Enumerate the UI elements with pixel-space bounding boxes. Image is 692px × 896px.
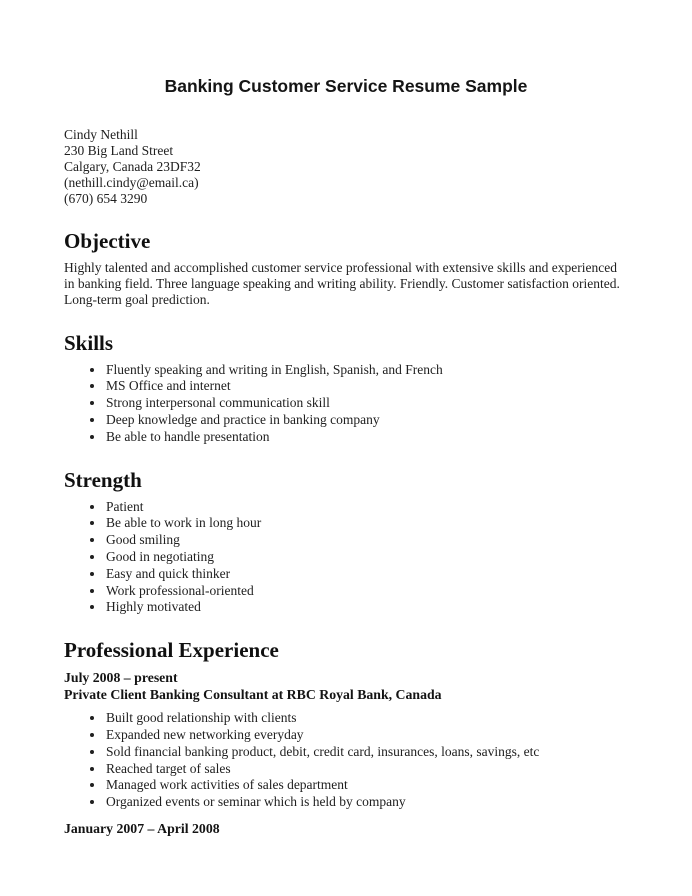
list-item: • Patient (105, 499, 628, 516)
objective-section (64, 229, 628, 309)
skills-list (64, 362, 628, 446)
objective-heading: Objective (64, 229, 151, 253)
skills-heading: Skills (64, 330, 114, 355)
strength-heading: Strength (64, 467, 142, 492)
list-item: • Built good relationship with clients (105, 710, 628, 727)
list-item: • Good in negotiating (105, 549, 628, 566)
contact-street: 230 Big Land Street (64, 143, 174, 158)
list-item: • Reached target of sales (105, 761, 628, 778)
contact-email: (nethill.cindy@email.ca) (64, 175, 199, 190)
job-dates: January 2007 – April 2008 (64, 820, 220, 836)
contact-phone: (670) 654 3290 (64, 191, 148, 206)
list-item: • Be able to work in long hour (105, 515, 628, 532)
experience-section (64, 638, 628, 837)
skills-section (64, 331, 628, 446)
experience-heading: Professional Experience (64, 638, 279, 663)
strength-list (64, 499, 628, 617)
list-item: • Deep knowledge and practice in banking company (105, 412, 628, 429)
objective-text: Highly talented and accomplished customer service professional with extensive skills and experienced in banking field. Three language speaking and writing ability. Friendly. Customer satisfaction oriented. Long-term goal prediction. (64, 260, 620, 308)
list-item: • Easy and quick thinker (105, 566, 628, 583)
contact-city: Calgary, Canada 23DF32 (64, 159, 201, 174)
document-title: Banking Customer Service Resume Sample (164, 76, 528, 96)
list-item: • Strong interpersonal communication skill (105, 395, 628, 412)
list-item: • Be able to handle presentation (105, 429, 628, 446)
list-item: • Managed work activities of sales department (105, 777, 628, 794)
job-title: Private Client Banking Consultant at RBC Royal Bank, Canada (64, 687, 442, 703)
contact-block (64, 127, 628, 207)
strength-section (64, 468, 628, 617)
list-item: • Good smiling (105, 532, 628, 549)
list-item: • Highly motivated (105, 599, 628, 616)
job-dates: July 2008 – present (64, 670, 178, 686)
contact-name: Cindy Nethill (64, 127, 138, 142)
list-item: • Work professional-oriented (105, 583, 628, 600)
list-item: • MS Office and internet (105, 378, 628, 395)
list-item: • Expanded new networking everyday (105, 727, 628, 744)
experience-list (64, 710, 628, 811)
list-item: • Organized events or seminar which is held by company (105, 794, 628, 811)
list-item: • Sold financial banking product, debit, credit card, insurances, loans, savings, etc (105, 744, 628, 761)
list-item: • Fluently speaking and writing in English, Spanish, and French (105, 362, 628, 379)
